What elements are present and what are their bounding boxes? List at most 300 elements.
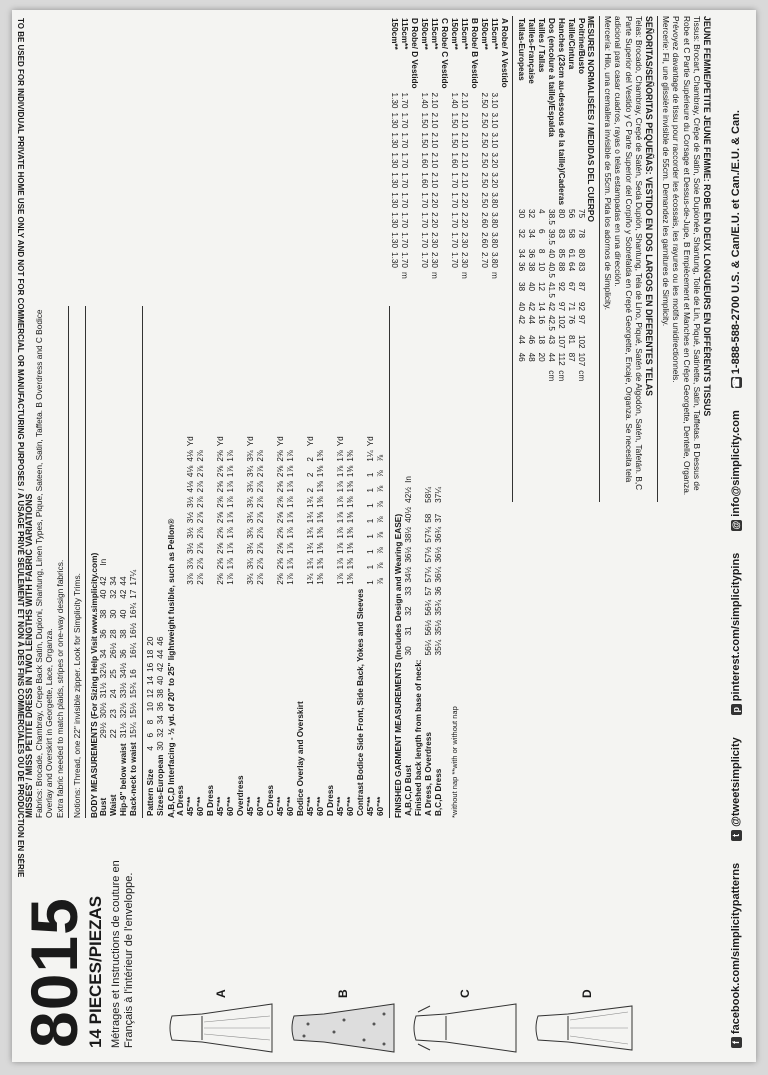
metric-cell: 4 xyxy=(536,209,546,214)
size-cell: 38 xyxy=(156,689,166,699)
yardage-cell: 1⅜ xyxy=(316,558,326,570)
metric-cell: 48 xyxy=(526,352,536,362)
body-measure-cell: 34½ xyxy=(119,662,129,679)
metric-cell: 83 xyxy=(556,228,566,239)
metric-yardage-table xyxy=(389,16,509,281)
metric-yardage-cell: 3.80 xyxy=(489,192,499,209)
yardage-cell: 2⅝ xyxy=(276,573,286,585)
metric-cell: 97 xyxy=(576,315,586,325)
english-extra: Extra fabric needed to match plaids, stripes or one-way design fabrics. xyxy=(54,559,65,818)
yardage-cell xyxy=(266,479,276,494)
size-cell: 40 xyxy=(156,675,166,686)
yardage-cell xyxy=(266,571,276,586)
metric-row xyxy=(526,16,536,383)
interfacing-note: A,B,C,D Interfacing - ½ yd. of 20" to 25" lightweight fusible, such as Pellon® xyxy=(166,518,177,818)
metric-yardage-cell xyxy=(439,190,449,210)
metric-yardage-cell xyxy=(409,270,419,281)
yardage-row xyxy=(346,434,356,818)
yardage-cell: 2⅞ xyxy=(196,496,206,508)
yardage-cell: 1⅞ xyxy=(336,542,346,555)
metric-cell: cm xyxy=(556,370,566,382)
yardage-cell xyxy=(356,464,366,479)
finished-cell: 40½ xyxy=(403,506,413,523)
yardage-cell: 1⅞ xyxy=(336,465,346,478)
metric-cell: 67 xyxy=(566,281,576,292)
yardage-row xyxy=(336,434,346,818)
yardage-cell xyxy=(176,464,186,479)
yardage-label: Overdress xyxy=(236,775,246,816)
metric-yardage-cell xyxy=(409,150,419,170)
yardage-cell xyxy=(266,434,276,448)
yardage-cell xyxy=(316,434,326,448)
metric-yardage-cell: m xyxy=(429,271,439,279)
yardage-cell xyxy=(296,525,306,540)
metric-yardage-label: 150cm** xyxy=(389,18,399,50)
body-measure-label: Back-neck to waist xyxy=(129,742,139,816)
body-measure-cell: 16 xyxy=(129,669,139,679)
yardage-row xyxy=(226,434,236,818)
yardage-label: Bodice Overlay and Overskirt xyxy=(296,701,306,816)
size-cell: 30 xyxy=(156,741,166,751)
body-measure-cell: 33½ xyxy=(119,682,129,699)
metric-cell: 41.5 xyxy=(546,281,556,298)
metric-cell xyxy=(516,368,526,383)
finished-cell: 33 xyxy=(403,586,413,596)
metric-cell: 71 xyxy=(566,301,576,311)
metric-yardage-cell xyxy=(439,130,449,150)
yardage-cell: 1⅜ xyxy=(316,496,326,508)
french-note: Métrages et Instructions de couture en Français à l'intérieur de l'enveloppe. xyxy=(110,860,135,1048)
finished-row xyxy=(414,474,424,818)
metric-row xyxy=(566,16,576,383)
yardage-cell: 3¾ xyxy=(246,573,256,585)
size-cell: 4 xyxy=(146,746,156,751)
yardage-cell xyxy=(326,525,336,540)
yardage-cell xyxy=(176,510,186,525)
metric-yardage-cell: 1.70 xyxy=(419,252,429,268)
metric-yardage-cell: 1.40 xyxy=(419,92,429,109)
metric-yardage-cell xyxy=(439,170,449,190)
yardage-cell xyxy=(226,434,236,448)
yardage-cell: 2 xyxy=(306,457,316,462)
body-measure-cell xyxy=(109,557,119,568)
yardage-cell: 2⅞ xyxy=(256,450,266,462)
yardage-cell: 1⅞ xyxy=(226,496,236,508)
size-cell: 34 xyxy=(156,715,166,725)
yardage-cell: 2⅞ xyxy=(256,465,266,478)
metric-yardage-cell: 1.70 xyxy=(449,232,459,249)
yardage-cell xyxy=(206,571,216,586)
metric-cell: 36 xyxy=(516,262,526,272)
metric-yardage-cell: 2.50 xyxy=(479,112,489,129)
body-measure-cell: 40 xyxy=(99,589,109,599)
metric-cell: 97 xyxy=(556,301,566,311)
body-measure-cell: 36 xyxy=(99,629,109,639)
view-sketches xyxy=(162,989,756,1054)
yardage-row xyxy=(196,434,206,818)
yardage-cell: 2⅝ xyxy=(216,542,226,555)
finished-label: A Dress, B Overdress xyxy=(423,732,433,816)
metric-yardage-cell xyxy=(449,270,459,281)
metric-cell: 80 xyxy=(556,209,566,219)
yardage-row xyxy=(366,434,376,818)
metric-yardage-cell xyxy=(469,190,479,210)
metric-yardage-cell: 1.70 xyxy=(399,192,409,209)
yardage-cell: 2⅝ xyxy=(276,465,286,478)
metric-yardage-cell: 3.80 xyxy=(489,232,499,249)
yardage-cell xyxy=(206,556,216,571)
yardage-label: 45"** xyxy=(336,796,346,816)
finished-cell: 32 xyxy=(403,606,413,616)
yardage-cell: 4⅛ xyxy=(186,450,196,462)
metric-yardage-label: C Robe/ C Vestido xyxy=(439,18,449,89)
metric-row xyxy=(536,16,546,383)
body-measure-cell xyxy=(129,557,139,568)
yardage-cell: 3⅞ xyxy=(186,573,196,585)
metric-yardage-row xyxy=(469,16,479,281)
finished-cell: 56¾ xyxy=(423,599,433,616)
yardage-cell: 2⅞ xyxy=(196,511,206,524)
metric-cell: 76 xyxy=(566,315,576,325)
yardage-label: 45"** xyxy=(186,796,196,816)
yardage-cell xyxy=(326,494,336,509)
yardage-cell xyxy=(296,571,306,586)
body-measure-cell: 38 xyxy=(99,609,109,619)
metric-cell: 40 xyxy=(546,248,556,259)
finished-label: B,C,D Dress xyxy=(433,768,443,816)
yardage-cell: 2⅝ xyxy=(276,558,286,570)
yardage-cell: 1⅜ xyxy=(316,511,326,524)
finished-row xyxy=(404,474,414,818)
commercial-notice: TO BE USED FOR INDIVIDUAL PRIVATE HOME USE ONLY AND NOT FOR COMMERCIAL OR MANUFACTURING PURPOSES / A USAGE PRIVÉ SEULEMENT ET NON À DES FINS COMMERCIALES OU DE PRODUCTION EN SÉRIE xyxy=(16,18,25,878)
size-row xyxy=(156,631,166,818)
metric-table xyxy=(516,16,586,383)
facebook-link[interactable]: ffacebook.com/simplicitypatterns xyxy=(730,863,742,1048)
size-cell: 20 xyxy=(146,636,156,646)
metric-cell: 44 xyxy=(526,315,536,325)
piece-count: 14 PIECES/PIEZAS xyxy=(86,895,105,1048)
metric-yardage-cell: 3.20 xyxy=(489,172,499,189)
yardage-cell xyxy=(236,541,246,556)
english-title: MISSES' / MISS PETITE DRESS IN TWO LENGTHS WITH FABRIC VARIATIONS xyxy=(24,493,34,818)
yardage-cell: 1⅜ xyxy=(316,465,326,478)
yardage-cell: 4⅛ xyxy=(186,465,196,478)
yardage-cell: 2⅝ xyxy=(216,558,226,570)
spanish-notions: Mercería: Hilo, una cremallera invisible de 55cm. Pida los adornos de Simplicity. xyxy=(603,16,614,311)
yardage-cell xyxy=(206,494,216,509)
yardage-cell: 1⅞ xyxy=(336,450,346,462)
yardage-cell xyxy=(356,434,366,448)
yardage-cell: 2⅝ xyxy=(216,465,226,478)
metric-cell: 42 xyxy=(546,301,556,311)
size-cell: 12 xyxy=(146,689,156,699)
metric-cell: 85 xyxy=(556,248,566,259)
metric-yardage-cell: 2.10 xyxy=(459,172,469,189)
size-cell xyxy=(156,631,166,635)
yardage-cell: 2⅝ xyxy=(216,496,226,508)
metric-yardage-row xyxy=(439,16,449,281)
metric-cell: cm xyxy=(576,370,586,382)
yardage-cell: 1⅞ xyxy=(336,573,346,585)
body-measure-cell: 28 xyxy=(109,629,119,639)
yardage-cell: 3¾ xyxy=(246,496,256,508)
yardage-cell xyxy=(176,556,186,571)
metric-label: Hanches (23cm au-dessous de la taille)/Caderas xyxy=(556,18,566,206)
yardage-cell xyxy=(206,541,216,556)
yardage-cell xyxy=(376,434,386,448)
yardage-cell: 1⅞ xyxy=(286,450,296,462)
metric-yardage-cell: 1.50 xyxy=(419,132,429,149)
finished-table xyxy=(404,474,444,818)
metric-yardage-cell: 2.20 xyxy=(459,212,469,229)
sizes-table xyxy=(146,631,166,818)
metric-yardage-cell: 1.50 xyxy=(449,112,459,129)
size-cell: 18 xyxy=(146,649,156,659)
pattern-envelope-back xyxy=(12,10,756,1062)
finished-cell: 34½ xyxy=(403,566,413,583)
body-measure-row xyxy=(129,557,139,818)
metric-yardage-cell: 1.30 xyxy=(389,152,399,169)
metric-cell: 32 xyxy=(516,228,526,239)
yardage-cell: 1⅜ xyxy=(346,573,356,585)
metric-yardage-row xyxy=(499,16,509,281)
spanish-title: SEÑORITAS/SEÑORITAS PEQUEÑAS: VESTIDO EN DOS LARGOS EN DIFERENTES TELAS xyxy=(643,16,654,396)
english-notions: Notions: Thread, one 22" invisible zipper. Look for Simplicity Trims. xyxy=(71,573,82,818)
finished-cell: 42½ xyxy=(403,486,413,503)
metric-yardage-cell: 1.70 xyxy=(419,232,429,249)
yardage-row xyxy=(376,434,386,818)
yardage-cell xyxy=(326,448,336,463)
yardage-cell: 2⅞ xyxy=(256,496,266,508)
finished-cell: 38½ xyxy=(403,526,413,543)
body-measure-cell: 17 xyxy=(129,589,139,599)
yardage-cell: 1⅞ xyxy=(336,558,346,570)
metric-yardage-cell xyxy=(419,270,429,281)
email-icon: @ xyxy=(731,520,741,530)
finished-heading: FINISHED GARMENT MEASUREMENTS (Includes Design and Wearing EASE) xyxy=(393,513,404,818)
metric-yardage-row xyxy=(389,16,399,281)
metric-yardage-cell: 2.30 xyxy=(459,232,469,249)
metric-yardage-cell: 2.70 xyxy=(479,252,489,268)
metric-yardage-cell xyxy=(469,210,479,230)
metric-cell: 38 xyxy=(516,281,526,292)
spanish-fabrics: Telas: Brocado, Chambray, Crepé de Satén, Seda Dupión, Shantung, Tela de Lino, Piqué, Satén de Algodón, Satén, Tafetán. B,C Parte Superior del Vestido y C Parte Superior del Corpiño y Sobrefalda en Crepé Georgette, Encaje, Organza. Se necesita tela adicional para casar cuadros, rayas o telas estampadas en una dirección. xyxy=(613,16,644,491)
body-measure-cell: In xyxy=(99,558,109,566)
metric-yardage-cell: 2.10 xyxy=(459,112,469,129)
yardage-cell xyxy=(266,464,276,479)
metric-cell: 87 xyxy=(566,352,576,362)
yardage-cell xyxy=(326,541,336,556)
yardage-cell: 1⅞ xyxy=(226,511,236,524)
body-measurements-heading: BODY MEASUREMENTS (For Sizing Help Visit www.simplicity.com) xyxy=(89,552,100,818)
metric-yardage-row xyxy=(489,16,499,281)
body-measure-cell: 26½ xyxy=(109,642,119,659)
pinterest-icon: p xyxy=(731,704,742,715)
yardage-cell: 1¾ xyxy=(306,511,316,524)
body-measure-cell: 36 xyxy=(119,649,129,659)
body-measure-cell: 31½ xyxy=(119,722,129,739)
body-measure-cell xyxy=(119,557,129,568)
metric-yardage-label: 150cm** xyxy=(419,18,429,50)
body-measure-cell: 16¼ xyxy=(129,642,139,659)
yardage-cell: 1⅞ xyxy=(226,527,236,539)
yardage-row xyxy=(176,434,186,818)
yardage-label: C Dress xyxy=(266,785,276,816)
metric-yardage-cell: 2.10 xyxy=(429,92,439,109)
yardage-cell: 2⅝ xyxy=(276,542,286,555)
metric-yardage-cell xyxy=(409,110,419,130)
metric-yardage-cell: 2.20 xyxy=(459,192,469,209)
body-measure-cell: 42 xyxy=(99,576,109,586)
body-measure-row xyxy=(99,557,109,818)
yardage-cell xyxy=(236,494,246,509)
metric-yardage-cell: 3.20 xyxy=(489,152,499,169)
metric-cell: 30 xyxy=(516,209,526,219)
yardage-cell: Yd xyxy=(246,436,256,447)
metric-row xyxy=(576,16,586,383)
body-measure-cell: 30½ xyxy=(99,702,109,719)
metric-cell: 38.5 xyxy=(546,209,556,225)
metric-yardage-label: 150cm** xyxy=(449,18,459,50)
metric-yardage-cell xyxy=(439,270,449,281)
metric-cell: 46 xyxy=(526,334,536,345)
email-link[interactable]: @info@simplicity.com xyxy=(730,410,742,530)
yardage-cell: 3¾ xyxy=(246,542,256,555)
yardage-cell: 3¾ xyxy=(246,511,256,524)
twitter-link[interactable]: t@tweetsimplicity xyxy=(730,737,742,841)
yardage-row xyxy=(306,434,316,818)
body-measure-cell: 42 xyxy=(119,589,129,599)
yardage-row xyxy=(256,434,266,818)
metric-yardage-cell: 1.70 xyxy=(399,252,409,268)
yardage-cell: 1¼ xyxy=(366,450,376,462)
metric-yardage-cell xyxy=(409,250,419,270)
metric-cell: 32 xyxy=(526,209,536,219)
metric-cell: 102 xyxy=(556,315,566,329)
pattern-header xyxy=(17,828,136,1048)
body-measure-row xyxy=(109,557,119,818)
yardage-cell xyxy=(326,434,336,448)
yardage-cell: ⅞ xyxy=(376,501,386,508)
metric-yardage-cell: 3.10 xyxy=(489,92,499,109)
metric-yardage-cell: 1.70 xyxy=(419,192,429,209)
yardage-cell: 1⅞ xyxy=(336,527,346,539)
yardage-cell xyxy=(176,448,186,463)
metric-yardage-row xyxy=(429,16,439,281)
metric-cell xyxy=(526,368,536,383)
pinterest-link[interactable]: ppinterest.com/simplicitypins xyxy=(730,553,742,716)
english-footnote: *without nap **with or without nap xyxy=(449,706,459,818)
metric-cell: 61 xyxy=(566,248,576,259)
yardage-cell xyxy=(176,571,186,586)
pattern-number: 8015 xyxy=(17,897,91,1048)
metric-yardage-cell xyxy=(409,230,419,250)
metric-yardage-cell xyxy=(439,150,449,170)
yardage-cell xyxy=(356,556,366,571)
yardage-cell: 1 xyxy=(366,503,376,508)
yardage-cell xyxy=(356,510,366,525)
yardage-cell: 2⅞ xyxy=(196,481,206,493)
metric-label: Poitrine/Busto xyxy=(576,18,586,74)
yardage-cell xyxy=(266,525,276,540)
finished-row xyxy=(434,474,444,818)
metric-yardage-cell: 1.70 xyxy=(399,172,409,189)
facebook-icon: f xyxy=(731,1037,742,1048)
yardage-cell: 2⅝ xyxy=(276,527,286,539)
metric-yardage-cell: 1.40 xyxy=(449,92,459,109)
size-cell: 46 xyxy=(156,636,166,646)
finished-cell: 36½ xyxy=(403,546,413,563)
yardage-cell: 2⅝ xyxy=(216,511,226,524)
metric-cell: 40.5 xyxy=(546,262,556,278)
body-measure-cell: 15½ xyxy=(129,702,139,719)
yardage-row xyxy=(326,434,336,818)
yardage-cell: 3¾ xyxy=(246,481,256,493)
yardage-cell xyxy=(206,525,216,540)
finished-cell xyxy=(414,545,424,565)
yardage-cell: 2⅝ xyxy=(276,496,286,508)
yardage-cell: 1⅜ xyxy=(346,542,356,555)
yardage-cell: Yd xyxy=(336,436,346,447)
yardage-cell: 3⅞ xyxy=(186,558,196,570)
finished-row xyxy=(424,474,434,818)
size-cell: 32 xyxy=(156,728,166,738)
metric-yardage-cell xyxy=(409,91,419,111)
size-cell xyxy=(146,631,156,635)
size-cell: 14 xyxy=(146,675,156,686)
metric-yardage-cell xyxy=(409,210,419,230)
yardage-cell: 1⅞ xyxy=(286,573,296,585)
metric-cell: 56 xyxy=(566,209,576,219)
metric-yardage-cell: 2.10 xyxy=(459,132,469,149)
yardage-cell: 3¾ xyxy=(246,558,256,570)
metric-cell: 8 xyxy=(536,248,546,254)
metric-cell: 34 xyxy=(526,228,536,239)
metric-cell: 38 xyxy=(526,262,536,272)
metric-yardage-cell: 1.30 xyxy=(389,172,399,189)
metric-yardage-cell: m xyxy=(459,271,469,279)
yardage-cell xyxy=(326,479,336,494)
metric-yardage-cell: 2.30 xyxy=(429,252,439,268)
metric-yardage-cell: 1.70 xyxy=(449,172,459,189)
french-title: JEUNE FEMME/PETITE JEUNE FEMME: ROBE EN DEUX LONGUEURS EN DIFFÉRENTS TISSUS xyxy=(702,16,712,417)
metric-yardage-cell: 1.50 xyxy=(419,112,429,129)
finished-cell: 56¼ xyxy=(423,639,433,656)
finished-cell: 37¼ xyxy=(433,486,443,503)
finished-cell xyxy=(414,525,424,545)
yardage-cell: 1 xyxy=(366,549,376,555)
body-measure-label: Hip-9" below waist xyxy=(119,743,129,816)
metric-yardage-cell: 1.70 xyxy=(419,212,429,229)
finished-cell: 35¾ xyxy=(433,599,443,616)
body-measure-cell: 16¾ xyxy=(129,602,139,619)
body-measure-cell: 29½ xyxy=(99,722,109,739)
yardage-cell xyxy=(206,479,216,494)
metric-label: Taille/Cintura xyxy=(566,18,576,70)
metric-yardage-cell: 1.70 xyxy=(399,152,409,169)
metric-cell: 40 xyxy=(526,281,536,292)
metric-yardage-cell xyxy=(439,210,449,230)
metric-yardage-cell xyxy=(499,190,509,210)
yardage-cell: 1 xyxy=(366,580,376,585)
yardage-cell xyxy=(296,556,306,571)
metric-yardage-cell xyxy=(499,150,509,170)
body-measure-cell: 40 xyxy=(119,609,129,619)
metric-yardage-cell: 1.30 xyxy=(389,192,399,209)
yardage-cell xyxy=(326,556,336,571)
metric-yardage-cell xyxy=(409,170,419,190)
sketch-view-c xyxy=(406,1002,524,1054)
